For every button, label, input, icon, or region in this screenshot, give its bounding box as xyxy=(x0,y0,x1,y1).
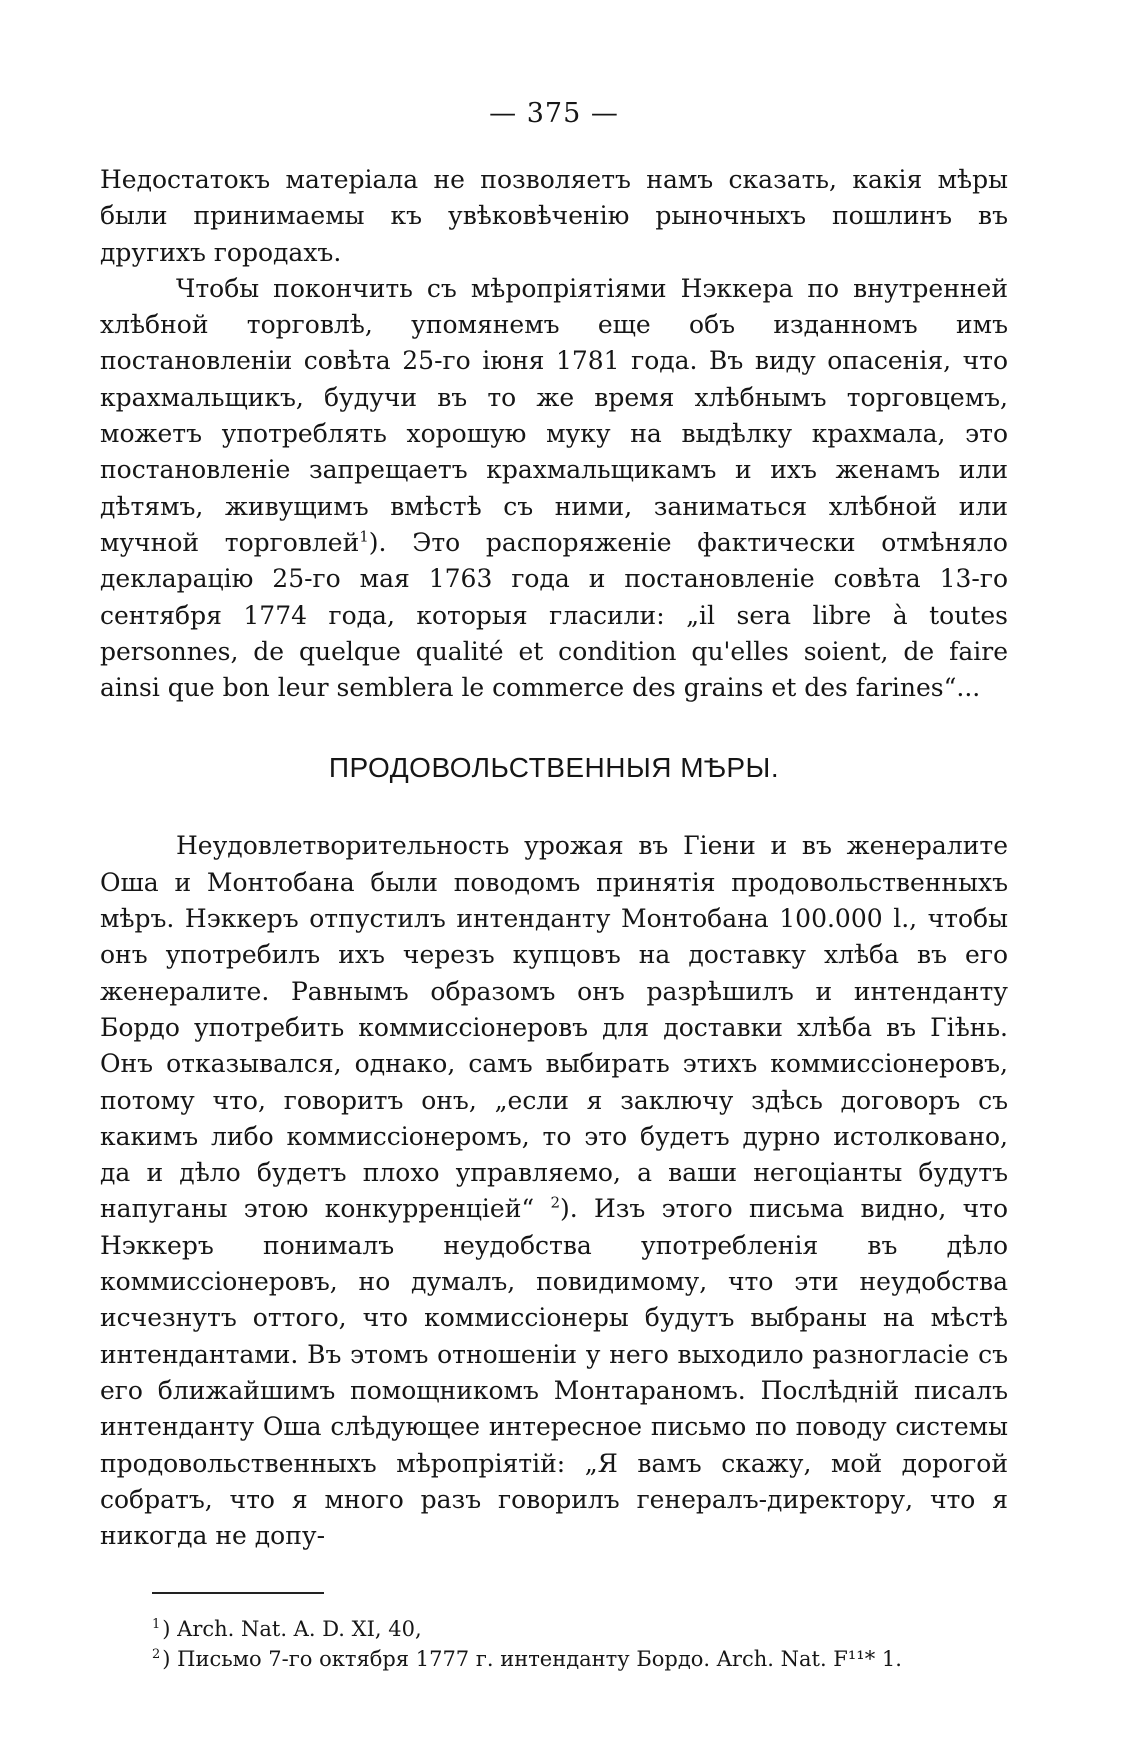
footnote-2-text: ) Письмо 7-го октября 1777 г. интенданту Бордо. Arch. Nat. F¹¹* 1. xyxy=(162,1647,902,1672)
footnote-1-mark: 1 xyxy=(152,1617,161,1633)
paragraph-material-shortage: Недостатокъ матеріала не позволяетъ намъ сказать, какія мѣры были принимаемы къ увѣковѣченію рыночныхъ пошлинъ въ другихъ городахъ. xyxy=(100,165,1008,267)
footnote-2-mark: 2 xyxy=(152,1647,161,1663)
paragraph-necker-measures xyxy=(100,271,1008,707)
footnote-ref-1: 1 xyxy=(359,527,369,546)
footnote-2 xyxy=(152,1644,1008,1674)
footnote-1-text: ) Arch. Nat. A. D. XI, 40, xyxy=(162,1617,422,1642)
footnote-1 xyxy=(152,1614,1008,1644)
paragraph-food-measures-continued: ). Изъ этого письма видно, что Нэккеръ понималъ неудобства употребленія въ дѣло коммиссіонеровъ, но думалъ, повидимому, что эти неудобства исчезнутъ оттого, что коммиссіонеры будутъ выбраны на мѣстѣ интендантами. Въ этомъ отношеніи у него выходило разногласіе съ его ближайшимъ помощникомъ Монтараномъ. Послѣдній писалъ интенданту Оша слѣдующее интересное письмо по поводу системы продовольственныхъ мѣропріятій: „Я вамъ скажу, мой дорогой собратъ, что я много разъ говорилъ генералъ-директору, что я никогда не допу- xyxy=(100,1194,1008,1551)
page-number: — 375 — xyxy=(489,98,619,129)
paragraph-necker-measures-text: Чтобы покончить съ мѣропріятіями Нэккера по внутренней хлѣбной торговлѣ, упомянемъ еще объ изданномъ имъ постановленіи совѣта 25-го іюня 1781 года. Въ виду опасенія, что крахмальщикъ, будучи въ то же время хлѣбнымъ торговцемъ, можетъ употреблять хорошую муку на выдѣлку крахмала, это постановленіе запрещаетъ крахмальщикамъ и ихъ женамъ или дѣтямъ, живущимъ вмѣстѣ съ ними, заниматься хлѣбной или мучной торговлей xyxy=(100,273,1008,557)
paragraph-food-measures-text: Неудовлетворительность урожая въ Гіени и въ женералите Оша и Монтобана были поводомъ принятія продовольственныхъ мѣръ. Нэккеръ отпустилъ интенданту Монтобана 100.000 l., чтобы онъ употребилъ ихъ черезъ купцовъ на доставку хлѣба въ его женералите. Равнымъ образомъ онъ разрѣшилъ и интенданту Бордо употребить коммиссіонеровъ для доставки хлѣба въ Гіѣнь. Онъ отказывался, однако, самъ выбирать этихъ коммиссіонеровъ, потому что, говоритъ онъ, „если я заключу здѣсь договоръ съ какимъ либо коммиссіонеромъ, то это будетъ дурно истолковано, да и дѣло будетъ плохо управляемо, а ваши негоціанты будутъ напуганы этою конкурренціей“ xyxy=(100,831,1008,1224)
document-page xyxy=(100,96,1008,1674)
section-title: ПРОДОВОЛЬСТВЕННЫЯ МѢРЫ. xyxy=(328,752,780,784)
footnote-divider xyxy=(152,1592,324,1594)
footnote-ref-2: 2 xyxy=(550,1194,561,1213)
paragraph-food-measures xyxy=(100,828,1008,1554)
paragraph-necker-measures-continued: ). Это распоряженіе фактически отмѣняло декларацію 25-го мая 1763 года и постановленіе совѣта 13-го сентября 1774 года, которыя гласили: „il sera libre à toutes personnes, de quelque qualité et condition qu'elles soient, de faire ainsi que bon leur semblera le commerce des grains et des farines“... xyxy=(100,527,1008,703)
